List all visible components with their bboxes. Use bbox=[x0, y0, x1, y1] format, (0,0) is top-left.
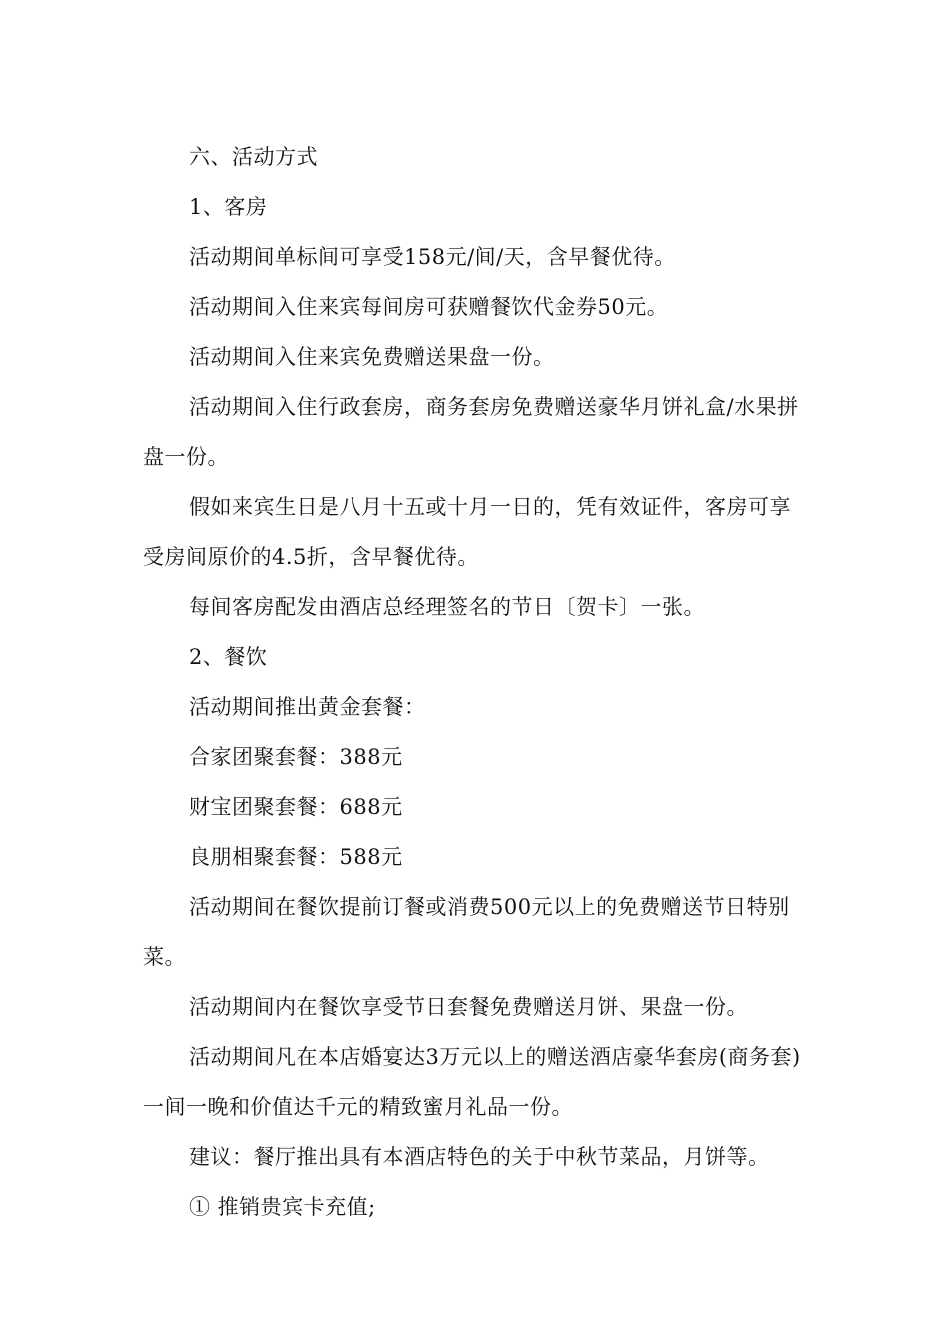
list-item-family-set: 合家团聚套餐：388元 bbox=[189, 745, 403, 769]
paragraph-fruit-plate: 活动期间入住来宾免费赠送果盘一份。 bbox=[189, 345, 555, 369]
paragraph-wedding-banquet: 活动期间凡在本店婚宴达3万元以上的赠送酒店豪华套房(商务套)一间一晚和价值达千元的精致蜜月礼品一份。 bbox=[143, 1045, 801, 1119]
paragraph-room-rate: 活动期间单标间可享受158元/间/天，含早餐优待。 bbox=[189, 245, 676, 269]
document-body bbox=[143, 132, 809, 1232]
list-item-vip-card: ① 推销贵宾卡充值; bbox=[189, 1195, 376, 1219]
paragraph-special-dish: 活动期间在餐饮提前订餐或消费500元以上的免费赠送节日特别菜。 bbox=[143, 895, 790, 969]
subsection-heading-dining: 2、餐饮 bbox=[189, 645, 268, 669]
paragraph-golden-set-meals: 活动期间推出黄金套餐： bbox=[189, 695, 426, 719]
subsection-heading-rooms: 1、客房 bbox=[189, 195, 268, 219]
paragraph-suite-gift: 活动期间入住行政套房，商务套房免费赠送豪华月饼礼盒/水果拼盘一份。 bbox=[143, 395, 799, 469]
paragraph-birthday-discount: 假如来宾生日是八月十五或十月一日的，凭有效证件，客房可享受房间原价的4.5折，含早餐优待。 bbox=[143, 495, 791, 569]
section-heading-activity-methods: 六、活动方式 bbox=[189, 145, 318, 169]
paragraph-dining-voucher: 活动期间入住来宾每间房可获赠餐饮代金券50元。 bbox=[189, 295, 669, 319]
list-item-fortune-set: 财宝团聚套餐：688元 bbox=[189, 795, 403, 819]
list-item-friends-set: 良朋相聚套餐：588元 bbox=[189, 845, 403, 869]
paragraph-suggestion: 建议：餐厅推出具有本酒店特色的关于中秋节菜品，月饼等。 bbox=[189, 1145, 770, 1169]
paragraph-greeting-card: 每间客房配发由酒店总经理签名的节日〔贺卡〕一张。 bbox=[189, 595, 705, 619]
paragraph-mooncake-gift: 活动期间内在餐饮享受节日套餐免费赠送月饼、果盘一份。 bbox=[189, 995, 748, 1019]
